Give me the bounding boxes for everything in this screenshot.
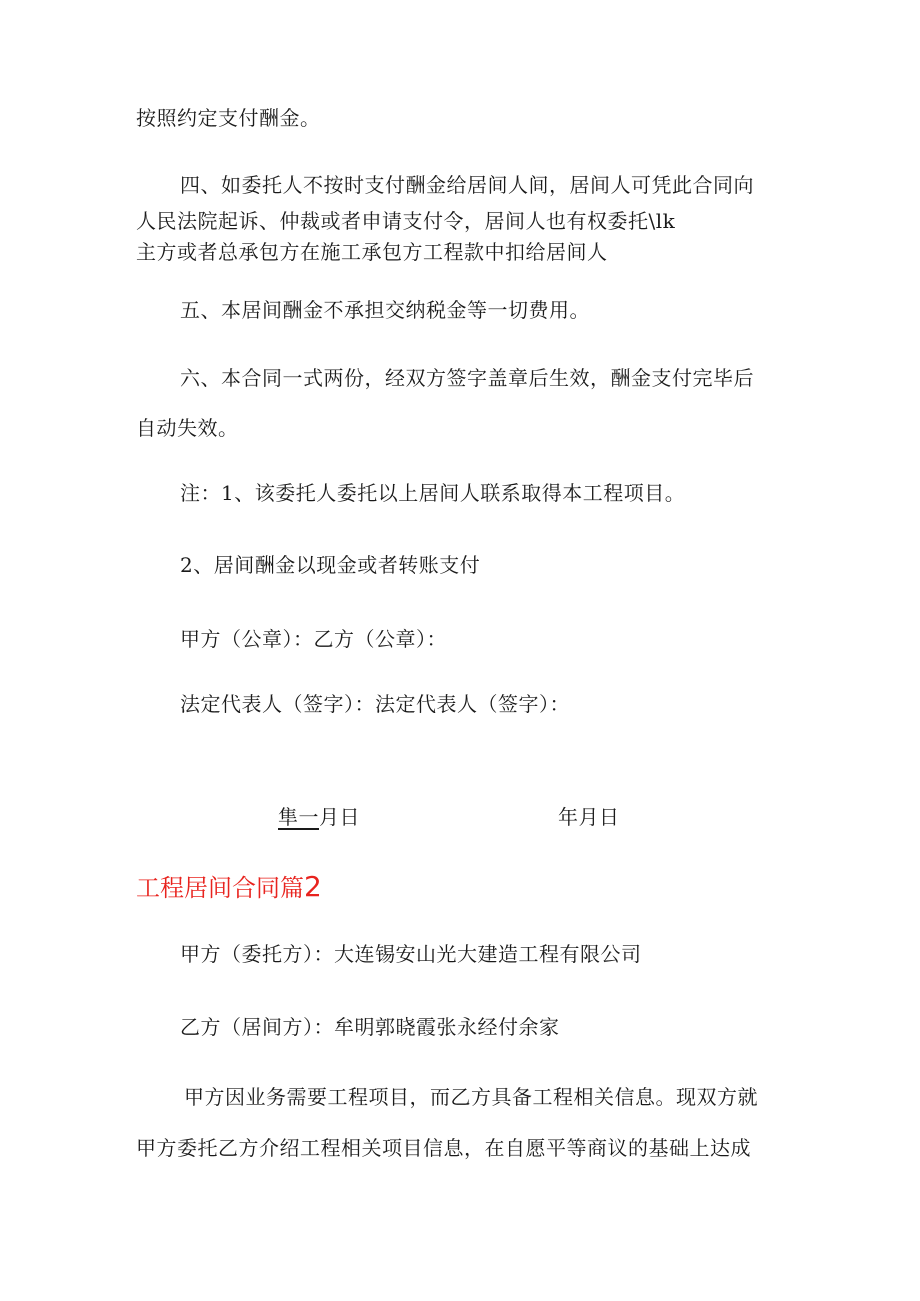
paragraph-line: 甲方委托乙方介绍工程相关项目信息，在自愿平等商议的基础上达成: [136, 1136, 751, 1160]
paragraph-line: 人民法院起诉、仲裁或者申请支付令，居间人也有权委托\lk: [136, 209, 676, 233]
paragraph-line: 六、本合同一式两份，经双方签字盖章后生效，酬金支付完毕后: [180, 366, 754, 390]
party-a-line: 甲方（委托方）：大连锡安山光大建造工程有限公司: [180, 942, 642, 966]
heading-text: 工程居间合同篇: [136, 874, 304, 902]
paragraph-line: 自动失效。: [136, 416, 239, 440]
party-b-line: 乙方（居间方）：牟明郭晓霞张永经付余家: [180, 1015, 560, 1039]
paragraph-line: 甲方因业务需要工程项目，而乙方具备工程相关信息。现双方就: [184, 1085, 758, 1109]
date-left: [278, 805, 360, 829]
paragraph-line: 主方或者总承包方在施工承包方工程款中扣给居间人: [136, 240, 608, 264]
paragraph-line: 五、本居间酬金不承担交纳税金等一切费用。: [180, 298, 590, 322]
seal-line: 甲方（公章）：乙方（公章）：: [180, 627, 447, 651]
note-line: 2、居间酬金以现金或者转账支付: [180, 553, 481, 577]
date-left-rest: 月日: [319, 805, 360, 829]
heading-number: 2: [304, 870, 322, 903]
date-left-underlined: 隼一: [278, 805, 319, 829]
note-line: 注：1、该委托人委托以上居间人联系取得本工程项目。: [180, 481, 686, 505]
date-right: 年月日: [558, 805, 620, 829]
paragraph-line: 按照约定支付酬金。: [136, 106, 321, 130]
section-heading: [136, 872, 322, 903]
paragraph-line: 四、如委托人不按时支付酬金给居间人间，居间人可凭此合同向: [180, 173, 754, 197]
signature-line: 法定代表人（签字）：法定代表人（签字）：: [180, 692, 570, 716]
